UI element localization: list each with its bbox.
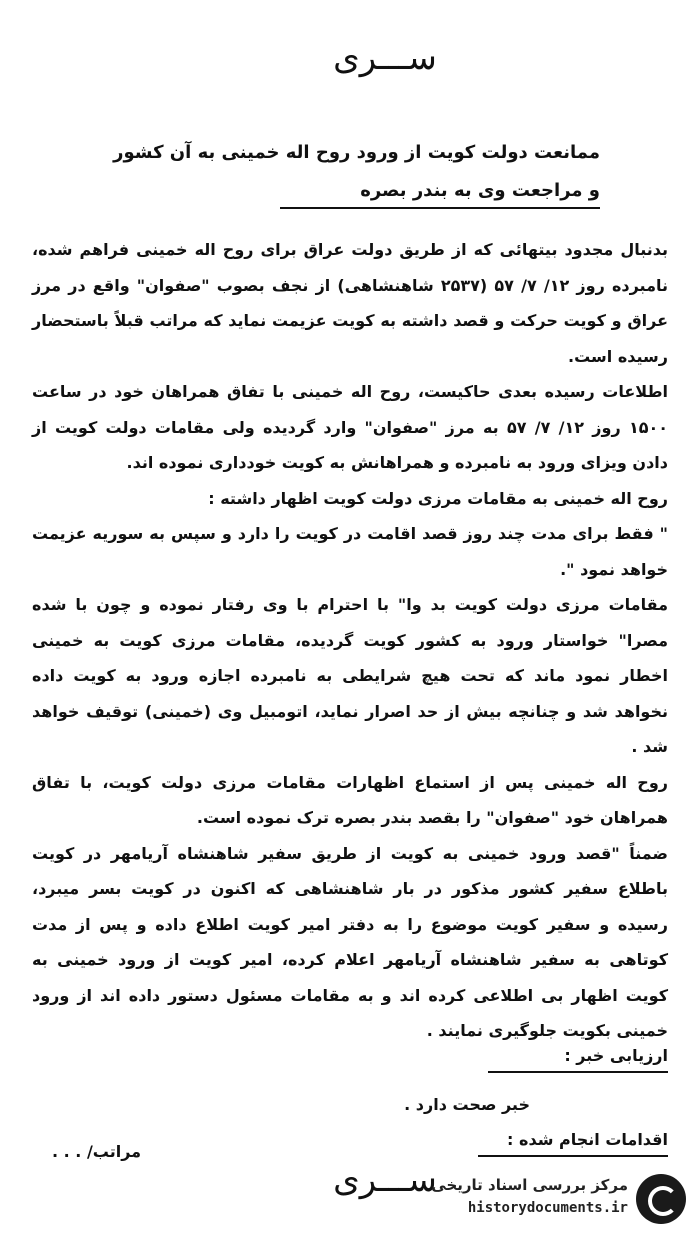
document-title-line2: و مراجعت وی به بندر بصره (280, 180, 600, 209)
evaluation-value: خبر صحت دارد . (404, 1095, 530, 1114)
body-paragraph: بدنبال مجدود بیتهائی که از طریق دولت عراق برای روح اله خمینی فراهم شده، نامبرده روز ۱۲/ ۷/ ۵۷ (۲۵۳۷ شاهنشاهی) از نجف بصوب "صفوان" واقع در مرز عراق و کویت حرکت و قصد داشته به کویت عزیمت نماید که مراتب قبلاً باستحضار رسیده است. (32, 240, 669, 366)
document-body (32, 232, 668, 1049)
body-paragraph: ضمناً "قصد ورود خمینی به کویت از طریق سفیر شاهنشاه آریامهر در کویت باطلاع سفیر کشور مذکور در بار شاهنشاهی که اکنون در کویت بسر میبرد، رسیده و سفیر کویت موضوع را به دفتر امیر کویت اطلاع داده و پس از مدت کوتاهی به سفیر شاهنشاه آریامهر اعلام کرده، امیر کویت از ورود خمینی به کویت اظهار بی اطلاعی کرده اند و به مقامات مسئول دستور داده اند از ورود خمینی بکویت جلوگیری نمایند . (32, 843, 668, 1040)
classification-stamp-top: ســـری (333, 38, 437, 78)
body-paragraph: روح اله خمینی به مقامات مرزی دولت کویت اظهار داشته : (208, 488, 668, 508)
watermark-title: مرکز بررسی اسناد تاریخی (431, 1176, 628, 1194)
archive-logo-icon (636, 1174, 686, 1224)
evaluation-label: ارزیابی خبر : (488, 1046, 668, 1073)
body-paragraph: اطلاعات رسیده بعدی حاکیست، روح اله خمینی با تفاق همراهان خود در ساعت ۱۵۰۰ روز ۱۲/ ۷/ ۵۷ به مرز "صفوان" وارد گردیده ولی مقامات دولت کویت از دادن ویزای ورود به نامبرده و همراهانش به کویت خودداری نموده اند. (32, 382, 668, 472)
actions-label: اقدامات انجام شده : (478, 1130, 668, 1157)
watermark (426, 1172, 686, 1232)
reference-note: مراتب/ . . . (52, 1142, 142, 1161)
body-paragraph: مقامات مرزی دولت کویت بد وا" با احترام با وی رفتار نموده و چون با شده مصرا" خواستار ورود به کشور کویت گردیده، مقامات مرزی کویت به خمینی اخطار نمود ماند که تحت هیچ شرایطی به نامبرده اجازه ورود به کویت داده نخواهد شد و چنانچه بیش از حد اصرار نماید، اتومبیل وی (خمینی) توقیف خواهد شد . (32, 595, 668, 756)
document-title-line1: ممانعت دولت کویت از ورود روح اله خمینی به آن کشور (113, 142, 600, 163)
watermark-url: historydocuments.ir (467, 1200, 628, 1216)
classification-stamp-bottom: ســـری (333, 1160, 437, 1200)
body-paragraph: روح اله خمینی پس از استماع اظهارات مقامات مرزی دولت کویت، با تفاق همراهان خود "صفوان" را بقصد بندر بصره ترک نموده است. (32, 772, 668, 827)
body-paragraph: " فقط برای مدت چند روز قصد اقامت در کویت را دارد و سپس به سوریه عزیمت خواهد نمود ". (32, 524, 668, 579)
